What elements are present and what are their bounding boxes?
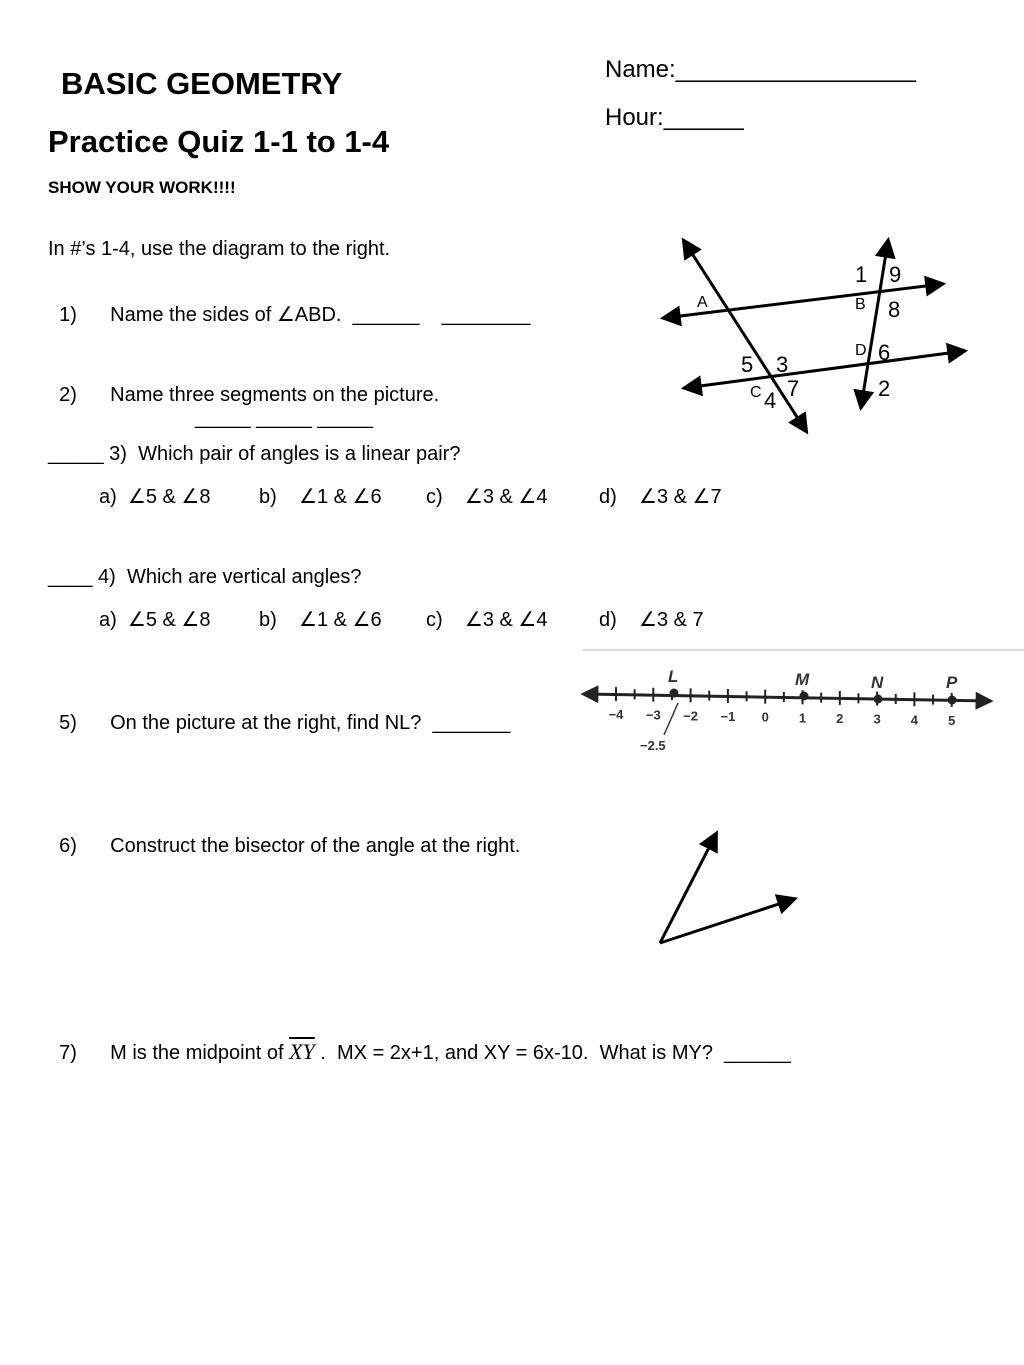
- point-label-c: C: [750, 384, 762, 401]
- number-line-tick-label: −4: [608, 707, 624, 723]
- callout-label: −2.5: [640, 738, 666, 753]
- option-c: c) ∠3 & ∠4: [426, 609, 548, 631]
- show-work-instruction: SHOW YOUR WORK!!!!: [48, 178, 236, 197]
- question-2: [48, 361, 439, 407]
- question-text-after: . MX = 2x+1, and XY = 6x-10. What is MY? ______: [314, 1042, 791, 1064]
- answer-blanks[interactable]: _____ _____ _____: [195, 407, 373, 429]
- angle-label-1: 1: [855, 262, 868, 287]
- point-l-dot: [670, 689, 679, 698]
- number-line-axis: [584, 694, 990, 701]
- angle-label-6: 6: [878, 340, 891, 365]
- point-label-p: P: [946, 673, 958, 692]
- point-label-m: M: [795, 670, 810, 689]
- name-field[interactable]: Name:__________________: [605, 56, 916, 83]
- question-text: Name the sides of ∠ABD. ______ ________: [110, 304, 531, 326]
- point-label-d: D: [855, 342, 867, 359]
- question-1: [48, 279, 531, 327]
- number-line-tick-label: −1: [720, 709, 736, 725]
- number-line: [578, 648, 1024, 763]
- option-b: b) ∠1 & ∠6: [259, 486, 382, 508]
- question-4: ____ 4) Which are vertical angles?: [48, 566, 362, 588]
- question-text: Construct the bisector of the angle at the right.: [110, 835, 521, 857]
- option-d: d) ∠3 & 7: [599, 609, 704, 631]
- number-line-tick-label: 0: [761, 709, 769, 725]
- number-line-tick-label: 2: [836, 710, 844, 726]
- question-6: [48, 812, 520, 858]
- option-d: d) ∠3 & ∠7: [599, 486, 722, 508]
- left-transversal: [684, 241, 806, 431]
- angle-label-9: 9: [889, 262, 902, 287]
- question-text: Name three segments on the picture.: [110, 384, 440, 406]
- angle-label-8: 8: [888, 297, 901, 322]
- question-text: On the picture at the right, find NL? _______: [110, 712, 511, 734]
- segment-xy: $\overline{XY}$: [289, 1039, 315, 1064]
- angle-label-4: 4: [764, 388, 777, 413]
- point-label-n: N: [871, 673, 884, 692]
- point-label-a: A: [697, 294, 708, 311]
- option-a: a) ∠5 & ∠8: [99, 486, 211, 508]
- point-p-dot: [948, 696, 957, 705]
- lower-line: [685, 351, 964, 388]
- point-label-b: B: [855, 296, 866, 313]
- angle-label-7: 7: [787, 376, 800, 401]
- angle-label-3: 3: [776, 352, 789, 377]
- number-line-tick-label: 5: [948, 712, 956, 728]
- question-3: _____ 3) Which pair of angles is a linear pair?: [48, 443, 461, 465]
- intro-text: In #’s 1-4, use the diagram to the right.: [48, 238, 391, 260]
- quiz-subtitle: Practice Quiz 1-1 to 1-4: [48, 124, 390, 159]
- question-5: [48, 689, 510, 735]
- question-number: 7): [59, 1042, 77, 1064]
- callout-line: [664, 703, 678, 735]
- number-line-tick-label: −2: [683, 708, 699, 724]
- question-text-before: M is the midpoint of: [110, 1042, 290, 1064]
- number-line-tick-label: 3: [873, 711, 881, 727]
- worksheet-title: BASIC GEOMETRY: [61, 66, 343, 101]
- number-line-tick-label: −3: [645, 707, 661, 723]
- angle-to-bisect: [645, 822, 810, 957]
- angle-label-2: 2: [878, 376, 891, 401]
- option-b: b) ∠1 & ∠6: [259, 609, 382, 631]
- point-n-dot: [874, 695, 883, 704]
- question-number: 2): [59, 384, 77, 406]
- angle-label-5: 5: [741, 352, 754, 377]
- question-7: [48, 1016, 791, 1065]
- hour-field[interactable]: Hour:______: [605, 104, 744, 131]
- question-number: 1): [59, 304, 77, 326]
- point-m-dot: [800, 692, 809, 701]
- point-label-l: L: [668, 667, 679, 686]
- question-number: 5): [59, 712, 77, 734]
- option-c: c) ∠3 & ∠4: [426, 486, 548, 508]
- number-line-tick-label: 4: [910, 712, 919, 728]
- number-line-tick-label: 1: [798, 710, 807, 726]
- transversal-diagram: [650, 228, 980, 440]
- question-number: 6): [59, 835, 77, 857]
- option-a: a) ∠5 & ∠8: [99, 609, 211, 631]
